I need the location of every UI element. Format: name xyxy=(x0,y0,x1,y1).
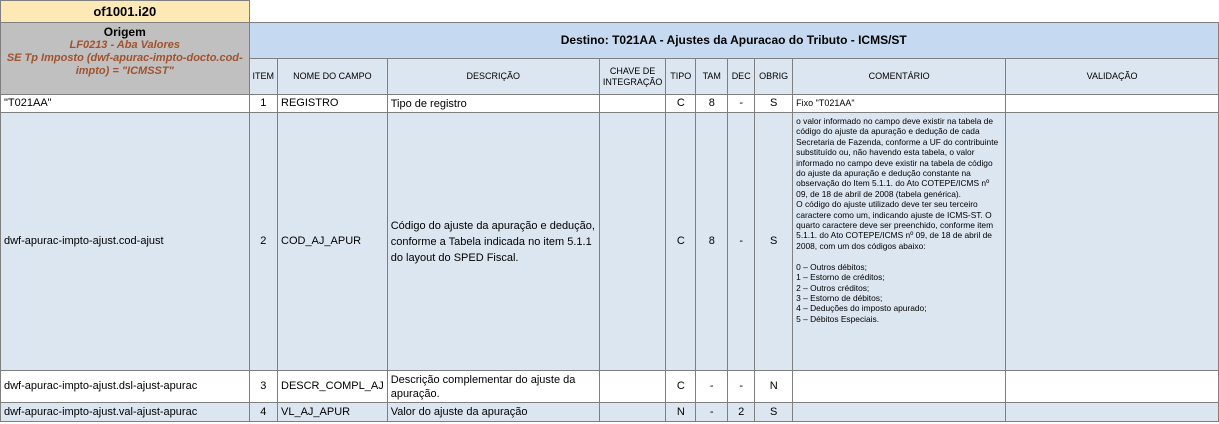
col-header-nome[interactable]: NOME DO CAMPO xyxy=(278,59,388,95)
table-row xyxy=(1,403,1219,422)
cell-tipo[interactable]: C xyxy=(666,371,696,403)
cell-validacao[interactable] xyxy=(1006,95,1219,113)
cell-obrig[interactable]: S xyxy=(755,95,793,113)
cell-comentario[interactable]: o valor informado no campo deve existir na tabela de código do ajuste da apuração e dedução de cada Secretaria de Fazenda, conforme a UF do contribuinte substituído ou, não havendo esta tabela, o valor informado no campo deve existir na tabela de código do ajuste da apuração e dedução constante na observação do Item 5.1.1. do Ato COTEPE/ICMS nº 09, de 18 de abril de 2008 (tabela genérica). O código do ajuste utilizado deve ter seu terceiro caractere como um, indicando ajuste de ICMS-ST. O quarto caractere deve ser preenchido, conforme item 5.1.1. do Ato COTEPE/ICMS nº 09, de 18 de abril de 2008, com um dos códigos abaixo: 0 – Outros débitos; 1 – Estorno de créditos; 2 – Outros créditos; 3 – Estorno de débitos; 4 – Deduções do imposto apurado; 5 – Débitos Especiais. xyxy=(793,113,1006,371)
cell-dec[interactable]: - xyxy=(728,371,755,403)
cell-tam[interactable]: - xyxy=(696,403,728,422)
cell-comentario[interactable]: Fixo "T021AA" xyxy=(793,95,1006,113)
cell-obrig[interactable]: N xyxy=(755,371,793,403)
table-row xyxy=(1,113,1219,371)
table-row xyxy=(1,371,1219,403)
cell-chave[interactable] xyxy=(599,403,666,422)
cell-origem[interactable]: "T021AA" xyxy=(1,95,250,113)
cell-dec[interactable]: - xyxy=(728,95,755,113)
cell-obrig[interactable]: S xyxy=(755,403,793,422)
cell-item[interactable]: 3 xyxy=(249,371,278,403)
col-header-tam[interactable]: TAM xyxy=(696,59,728,95)
col-header-chave[interactable]: CHAVE DE INTEGRAÇÃO xyxy=(599,59,666,95)
cell-validacao[interactable] xyxy=(1006,113,1219,371)
cell-tipo[interactable]: C xyxy=(666,113,696,371)
cell-obrig[interactable]: S xyxy=(755,113,793,371)
cell-nome[interactable]: REGISTRO xyxy=(278,95,388,113)
cell-validacao[interactable] xyxy=(1006,371,1219,403)
cell-item[interactable]: 2 xyxy=(249,113,278,371)
cell-descricao[interactable]: Descrição complementar do ajuste da apuração. xyxy=(387,371,599,403)
col-header-comentario[interactable]: COMENTÁRIO xyxy=(793,59,1006,95)
empty-area xyxy=(249,1,1219,23)
cell-origem[interactable]: dwf-apurac-impto-ajust.dsl-ajust-apurac xyxy=(1,371,250,403)
col-header-validacao[interactable]: VALIDAÇÃO xyxy=(1006,59,1219,95)
cell-comentario[interactable] xyxy=(793,371,1006,403)
cell-validacao[interactable] xyxy=(1006,403,1219,422)
col-header-obrig[interactable]: OBRIG xyxy=(755,59,793,95)
cell-chave[interactable] xyxy=(599,113,666,371)
cell-descricao[interactable]: Código do ajuste da apuração e dedução, conforme a Tabela indicada no item 5.1.1 do layout do SPED Fiscal. xyxy=(387,113,599,371)
cell-tam[interactable]: 8 xyxy=(696,113,728,371)
cell-chave[interactable] xyxy=(599,371,666,403)
cell-nome[interactable]: VL_AJ_APUR xyxy=(278,403,388,422)
col-header-dec[interactable]: DEC xyxy=(728,59,755,95)
cell-comentario[interactable] xyxy=(793,403,1006,422)
cell-item[interactable]: 1 xyxy=(249,95,278,113)
destino-header[interactable]: Destino: T021AA - Ajustes da Apuracao do Tributo - ICMS/ST xyxy=(249,23,1219,59)
cell-tam[interactable]: - xyxy=(696,371,728,403)
cell-dec[interactable]: 2 xyxy=(728,403,755,422)
origem-condition: SE Tp Imposto (dwf-apurac-impto-docto.cod-impto) = "ICMSST" xyxy=(6,52,243,77)
cell-descricao[interactable]: Valor do ajuste da apuração xyxy=(387,403,599,422)
cell-nome[interactable]: COD_AJ_APUR xyxy=(278,113,388,371)
cell-tipo[interactable]: C xyxy=(666,95,696,113)
cell-nome[interactable]: DESCR_COMPL_AJ xyxy=(278,371,388,403)
sheet-title[interactable]: of1001.i20 xyxy=(1,1,250,23)
cell-item[interactable]: 4 xyxy=(249,403,278,422)
col-header-tipo[interactable]: TIPO xyxy=(666,59,696,95)
cell-descricao[interactable]: Tipo de registro xyxy=(387,95,599,113)
cell-origem[interactable]: dwf-apurac-impto-ajust.cod-ajust xyxy=(1,113,250,371)
table-row xyxy=(1,95,1219,113)
cell-tam[interactable]: 8 xyxy=(696,95,728,113)
cell-origem[interactable]: dwf-apurac-impto-ajust.val-ajust-apurac xyxy=(1,403,250,422)
col-header-descricao[interactable]: DESCRIÇÃO xyxy=(387,59,599,95)
origem-heading: Origem xyxy=(103,25,146,39)
origem-source: LF0213 - Aba Valores xyxy=(69,39,180,51)
cell-dec[interactable]: - xyxy=(728,113,755,371)
origem-header[interactable] xyxy=(1,23,250,95)
cell-chave[interactable] xyxy=(599,95,666,113)
col-header-item[interactable]: ITEM xyxy=(249,59,278,95)
cell-tipo[interactable]: N xyxy=(666,403,696,422)
